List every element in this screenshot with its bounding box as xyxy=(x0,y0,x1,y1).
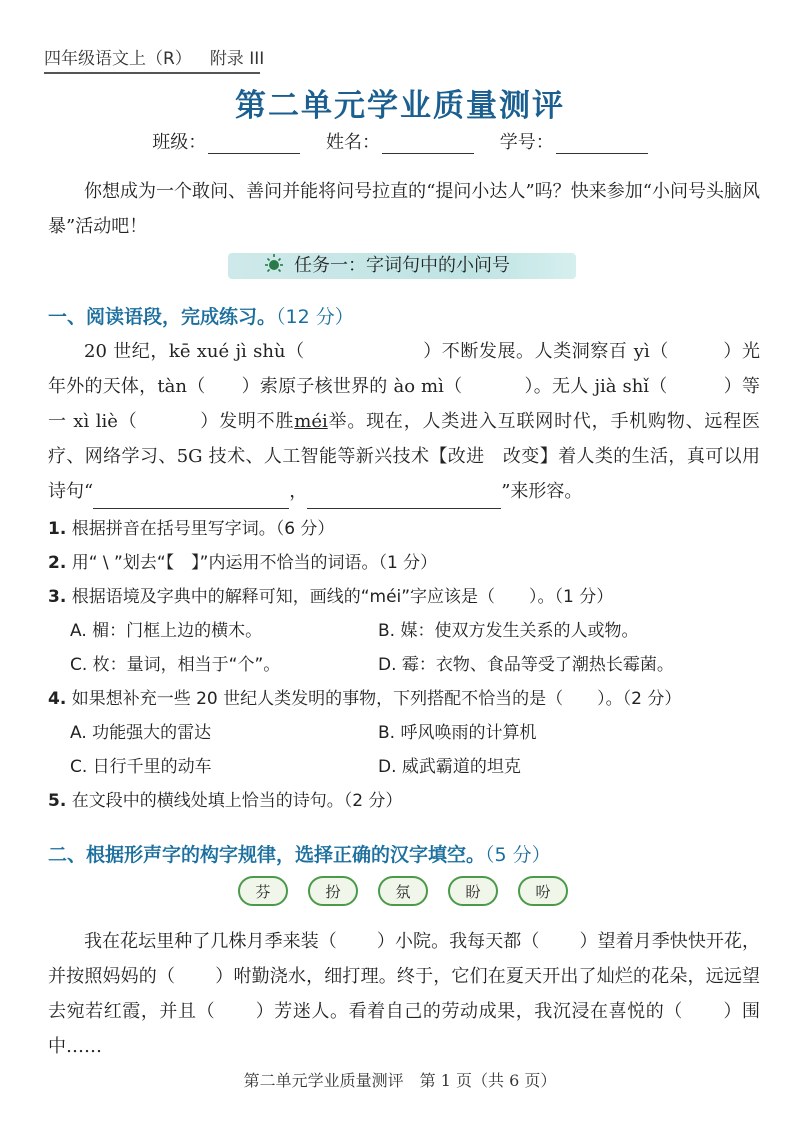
char-choice[interactable]: 氛 xyxy=(378,876,428,906)
story-part: 我在花坛里种了几株月季来装（ xyxy=(84,931,337,952)
section2-title xyxy=(48,840,551,867)
name-field xyxy=(326,128,474,154)
question-text: 根据拼音在括号里写字词。（6 分） xyxy=(71,519,335,539)
class-blank[interactable] xyxy=(208,137,300,154)
question-2 xyxy=(48,548,437,573)
reading-passage xyxy=(48,334,760,509)
name-blank[interactable] xyxy=(382,137,474,154)
story-part: ）咐勤浇水，细打理。终于，它们在夏天开出了灿烂的花朵，远远望去宛若红霞，并且（ xyxy=(48,966,761,1022)
underlined-mei: méi xyxy=(294,411,328,432)
story-part: ）芳迷人。看着自己的劳动成果，我沉浸在喜悦的（ xyxy=(255,1001,683,1022)
passage-part: ）。无人 jià shǐ（ xyxy=(524,376,668,397)
passage-part: ）索原子核世界的 ào mì（ xyxy=(241,376,463,397)
fill-in-story xyxy=(48,924,760,1064)
student-info-row xyxy=(0,128,800,154)
intro-text: 你想成为一个敢问、善问并能将问号拉直的“提问小达人”吗？快来参加“小问号头脑风暴”活动吧！ xyxy=(48,181,760,237)
sun-icon xyxy=(262,252,286,276)
poem-blank-1[interactable] xyxy=(93,488,289,509)
question-text: 用“ \ ”划去“【 】”内运用不恰当的词语。（1 分） xyxy=(71,553,438,573)
q3-option-b[interactable]: B. 媒：使双方发生关系的人或物。 xyxy=(378,621,639,641)
character-choices xyxy=(238,876,578,908)
question-1 xyxy=(48,514,334,539)
question-number: 4. xyxy=(48,689,67,709)
question-text: 根据语境及字典中的解释可知，画线的“méi”字应该是（ ）。（1 分） xyxy=(71,587,614,607)
class-field xyxy=(152,128,300,154)
poem-blank-2[interactable] xyxy=(307,488,501,509)
section1-title-text: 一、阅读语段，完成练习。 xyxy=(48,306,277,328)
passage-part: ）等一 xì liè（ xyxy=(48,376,761,432)
class-label: 班级： xyxy=(152,132,207,153)
question-3 xyxy=(48,582,613,607)
passage-part: 举。现在，人类进入互联网时代，手机购物、远程医疗、网络学习、5G 技术、人工智能等新兴技术【改进 改变】着人类的生活，真可以用诗句“ xyxy=(48,411,761,502)
question-text: 在文段中的横线处填上恰当的诗句。（2 分） xyxy=(71,791,403,811)
task-banner xyxy=(228,253,576,279)
header-rule xyxy=(44,72,260,74)
question-text: 如果想补充一些 20 世纪人类发明的事物，下列搭配不恰当的是（ ）。（2 分） xyxy=(71,689,682,709)
q4-option-a[interactable]: A. 功能强大的雷达 xyxy=(70,723,212,743)
id-field xyxy=(500,128,648,154)
section2-score: （5 分） xyxy=(485,844,551,866)
question-number: 3. xyxy=(48,587,67,607)
passage-part: ， xyxy=(289,481,308,502)
q4-option-b[interactable]: B. 呼风唤雨的计算机 xyxy=(378,723,537,743)
q3-option-c[interactable]: C. 枚：量词，相当于“个”。 xyxy=(70,655,281,675)
subject-label: 四年级语文上（R） xyxy=(44,49,192,69)
char-choice[interactable]: 吩 xyxy=(518,876,568,906)
section2-title-text: 二、根据形声字的构字规律，选择正确的汉字填空。 xyxy=(48,844,486,866)
passage-part: ）不断发展。人类洞察百 yì（ xyxy=(422,341,669,362)
appendix-label: 附录 III xyxy=(209,49,265,69)
char-choice[interactable]: 芬 xyxy=(238,876,288,906)
q3-option-a[interactable]: A. 楣：门框上边的横木。 xyxy=(70,621,263,641)
question-number: 1. xyxy=(48,519,67,539)
page-title: 第二单元学业质量测评 xyxy=(235,88,565,124)
q3-option-d[interactable]: D. 霉：衣物、食品等受了潮热长霉菌。 xyxy=(378,655,674,675)
question-4 xyxy=(48,684,681,709)
section1-score: （12 分） xyxy=(276,306,354,328)
char-choice[interactable]: 盼 xyxy=(448,876,498,906)
question-number: 2. xyxy=(48,553,67,573)
q4-option-c[interactable]: C. 日行千里的动车 xyxy=(70,757,212,777)
story-part: ）小院。我每天都（ xyxy=(376,931,540,952)
passage-part: ”来形容。 xyxy=(501,481,583,502)
q4-option-d[interactable]: D. 威武霸道的坦克 xyxy=(378,757,521,777)
question-number: 5. xyxy=(48,791,67,811)
section1-title xyxy=(48,302,354,329)
name-label: 姓名： xyxy=(326,132,380,153)
passage-part: 20 世纪，kē xué jì shù（ xyxy=(84,341,305,362)
header-tag xyxy=(44,44,264,69)
passage-part: ）发明不胜 xyxy=(199,411,295,432)
id-blank[interactable] xyxy=(556,137,648,154)
passage-part: ）光年外的天体，tàn（ xyxy=(48,341,760,397)
question-5 xyxy=(48,786,402,811)
story-part: ）望着月季快快开花，并按照妈妈的（ xyxy=(48,931,761,987)
task-banner-label: 任务一：字词句中的小问号 xyxy=(294,255,510,276)
story-part: ）围中…… xyxy=(48,1001,761,1057)
page-footer: 第二单元学业质量测评 第 1 页（共 6 页） xyxy=(243,1071,557,1090)
id-label: 学号： xyxy=(499,132,554,153)
char-choice[interactable]: 扮 xyxy=(308,876,358,906)
